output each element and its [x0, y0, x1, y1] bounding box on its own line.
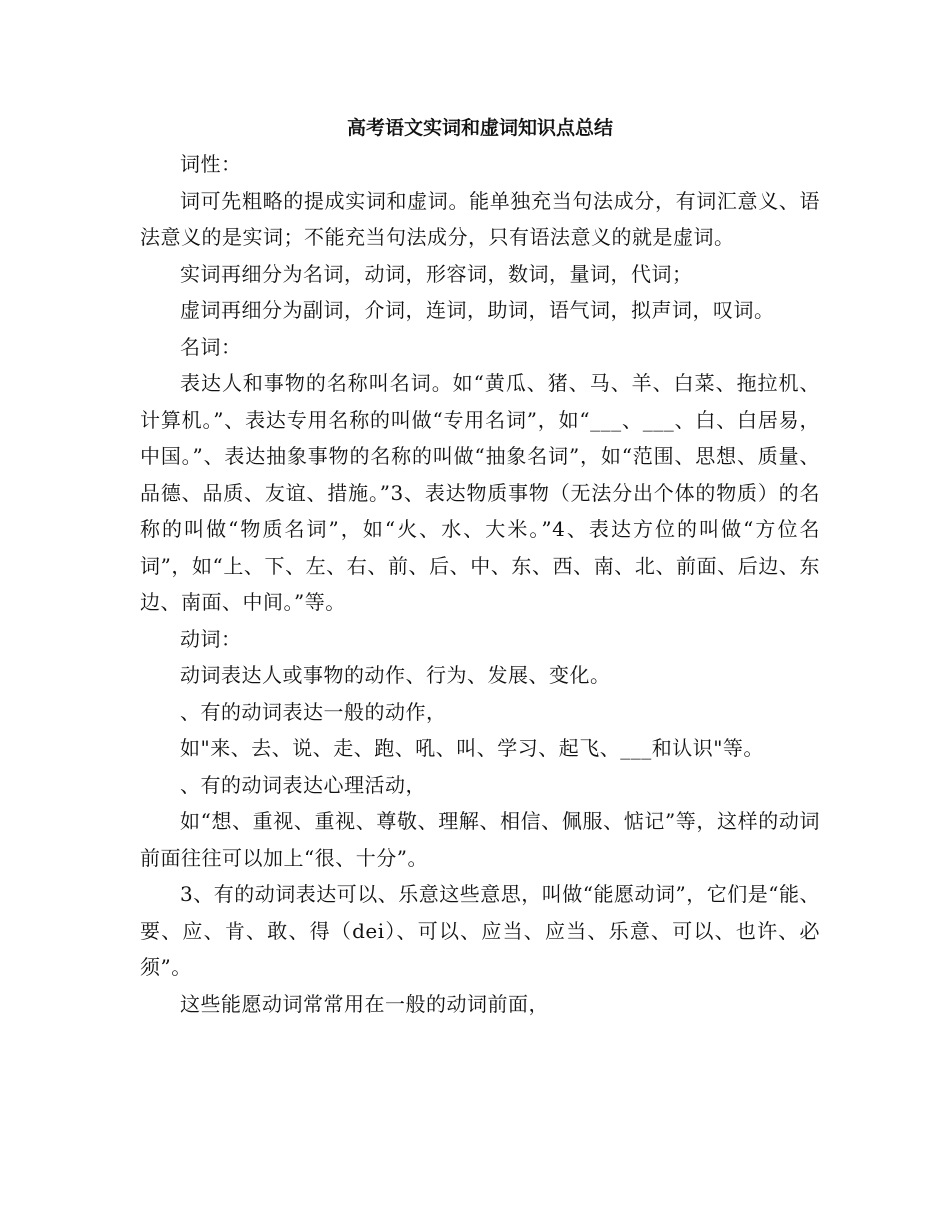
paragraph-word-class-intro: 词可先粗略的提成实词和虚词。能单独充当句法成分，有词汇意义、语法意义的是实词；不能充当句法成分，只有语法意义的就是虚词。 — [140, 188, 820, 249]
paragraph-noun-heading: 名词： — [180, 334, 242, 359]
paragraph-function-words: 虚词再细分为副词，介词，连词，助词，语气词，拟声词，叹词。 — [180, 298, 775, 322]
paragraph-verb-mental: 、有的动词表达心理活动， — [180, 772, 426, 797]
paragraph-word-class-heading: 词性： — [180, 152, 242, 176]
paragraph-verb-mental-examples: 如“想、重视、重视、尊敬、理解、相信、佩服、惦记”等，这样的动词前面往往可以加上“很、十分”。 — [140, 809, 820, 870]
paragraph-verb-general-examples: 如"来、去、说、走、跑、吼、叫、学习、起飞、___和认识"等。 — [180, 736, 764, 760]
paragraph-verb-general: 、有的动词表达一般的动作， — [180, 699, 447, 724]
paragraph-content-words: 实词再细分为名词，动词，形容词，数词，量词，代词； — [180, 261, 693, 286]
paragraph-modal-verbs: 3、有的动词表达可以、乐意这些意思，叫做“能愿动词”，它们是“能、要、应、肯、敢、得（dei）、可以、应当、应当、乐意、可以、也许、必须”。 — [140, 882, 820, 979]
paragraph-noun-definition: 表达人和事物的名称叫名词。如“黄瓜、猪、马、羊、白菜、拖拉机、计算机。”、表达专用名称的叫做“专用名词”，如“___、___、白、白居易，中国。”、表达抽象事物的名称的叫做“抽象名词”，如“范围、思想、质量、品德、品质、友谊、措施。”3、表达物质事物（无法分出个体的物质）的名称的叫做“物质名词”，如“火、水、大米。”4、表达方位的叫做“方位名词”，如“上、下、左、右、前、后、中、东、西、南、北、前面、后边、东边、南面、中间。”等。 — [140, 371, 820, 614]
paragraph-verb-definition: 动词表达人或事物的动作、行为、发展、变化。 — [180, 663, 611, 687]
document-title: 高考语文实词和虚词知识点总结 — [346, 117, 613, 139]
paragraph-modal-verbs-usage: 这些能愿动词常常用在一般的动词前面， — [180, 991, 549, 1016]
paragraph-verb-heading: 动词： — [180, 626, 242, 651]
document-body — [140, 110, 820, 1022]
